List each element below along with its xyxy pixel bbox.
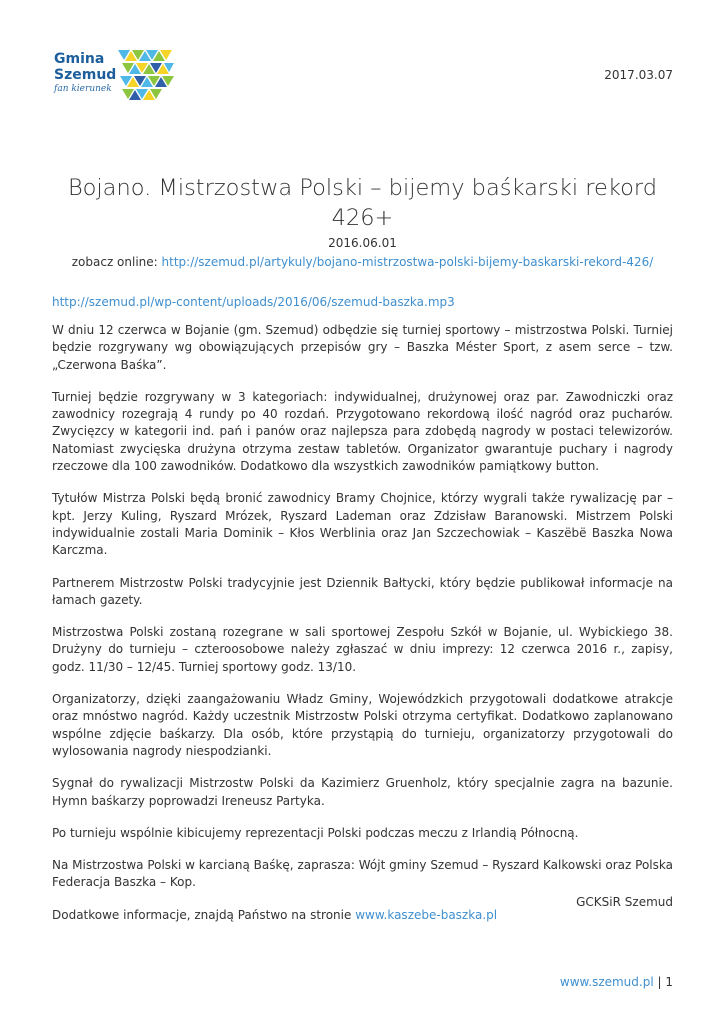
footer-site-link[interactable]: www.szemud.pl — [559, 975, 654, 989]
logo-line-2: Szemud — [54, 67, 117, 83]
paragraph: Po turnieju wspólnie kibicujemy reprezentacji Polski podczas meczu z Irlandią Północną. — [52, 825, 579, 840]
article-url-link[interactable]: http://szemud.pl/artykuly/bojano-mistrzostwa-polski-bijemy-baskarski-rekord-426/ — [161, 255, 654, 269]
see-online-label: zobacz online: — [71, 255, 162, 269]
closing-paragraph — [52, 907, 673, 924]
paragraph: Turniej będzie rozgrywany w 3 kategoriach: indywidualnej, drużynowej oraz par. Zawodniczki oraz zawodnicy rozegrają 4 rundy po 40 rozdań. Przygotowano rekordową ilość nagród oraz pucharów. Zwycięzcy w kategorii ind. pań i panów oraz najlepsza para zdobędą nagrody w postaci telewizorów. Natomiast zwycięska drużyna otrzyma zestaw tabletów. Organizator gwarantuje puchary i nagrody rzeczowe dla 100 zawodników. Dodatkowo dla wszystkich zawodników pamiątkowy button. — [52, 389, 673, 474]
kaszebe-baszka-link[interactable]: www.kaszebe-baszka.pl — [355, 907, 498, 922]
audio-file-link[interactable]: http://szemud.pl/wp-content/uploads/2016/06/szemud-baszka.mp3 — [52, 295, 455, 309]
page-number: 1 — [665, 975, 673, 989]
page-footer — [560, 975, 673, 989]
paragraph: Na Mistrzostwa Polski w karcianą Baśkę, zaprasza: Wójt gminy Szemud – Ryszard Kalkowski oraz Polska Federacja Baszka – Kop. — [52, 858, 673, 890]
article-title: Bojano. Mistrzostwa Polski – bijemy baśkarski rekord 426+ — [67, 175, 658, 231]
paragraph: Sygnał do rywalizacji Mistrzostw Polski da Kazimierz Gruenholz, który specjalnie zagra na bazunie. Hymn baśkarzy poprowadzi Ireneusz Partyka. — [52, 776, 673, 808]
logo-triangles-icon — [118, 50, 176, 102]
paragraph: Tytułów Mistrza Polski będą bronić zawodnicy Bramy Chojnice, którzy wygrali także rywalizację par – kpt. Jerzy Kuling, Ryszard Mrózek, Ryszard Lademan oraz Zdzisław Baranowski. Mistrzem Polski indywidualnie zostali Maria Dominik – Kłos Werblinia oraz Jan Szczechowiak – Kaszëbë Baszka Nowa Karczma. — [52, 491, 673, 558]
paragraph: Partnerem Mistrzostw Polski tradycyjnie jest Dziennik Bałtycki, który będzie publikował informacje na łamach gazety. — [52, 575, 673, 607]
paragraph: Mistrzostwa Polski zostaną rozegrane w sali sportowej Zespołu Szkół w Bojanie, ul. Wybickiego 38. Drużyny do turnieju – czteroosobowe należy zgłaszać w dniu imprezy: 12 czerwca 2016 r., zapisy, godz. 11/30 – 12/45. Turniej sportowy godz. 13/10. — [52, 625, 673, 674]
article-body — [52, 322, 673, 924]
paragraph: W dniu 12 czerwca w Bojanie (gm. Szemud) odbędzie się turniej sportowy – mistrzostwa Polski. Turniej będzie rozgrywany wg obowiązujących przepisów gry – Baszka Méster Sport, z asem serce – tzw. „Czerwona Baśka”. — [52, 323, 673, 372]
audio-file-line — [52, 295, 455, 309]
logo-tagline: fan kierunek — [54, 84, 112, 94]
logo-line-1: Gmina — [54, 51, 105, 67]
print-date: 2017.03.07 — [604, 68, 673, 82]
gmina-szemud-logo — [50, 50, 180, 106]
see-online-line — [0, 255, 725, 269]
article-signature: GCKSiR Szemud — [576, 895, 673, 909]
paragraph: Organizatorzy, dzięki zaangażowaniu Władz Gminy, Wojewódzkich przygotowali dodatkowe atrakcje oraz mnóstwo nagród. Każdy uczestnik Mistrzostw Polski otrzyma certyfikat. Dodatkowo zaplanowano wspólne zdjęcie baśkarzy. Dla osób, które przystąpią do turnieju, organizatorzy przygotowali do wylosowania nagrody niespodzianki. — [52, 692, 673, 758]
publication-date: 2016.06.01 — [328, 236, 397, 250]
logo-wordmark — [54, 51, 116, 83]
closing-text: Dodatkowe informacje, znajdą Państwo na stronie — [52, 907, 356, 922]
footer-separator: | — [653, 975, 666, 989]
